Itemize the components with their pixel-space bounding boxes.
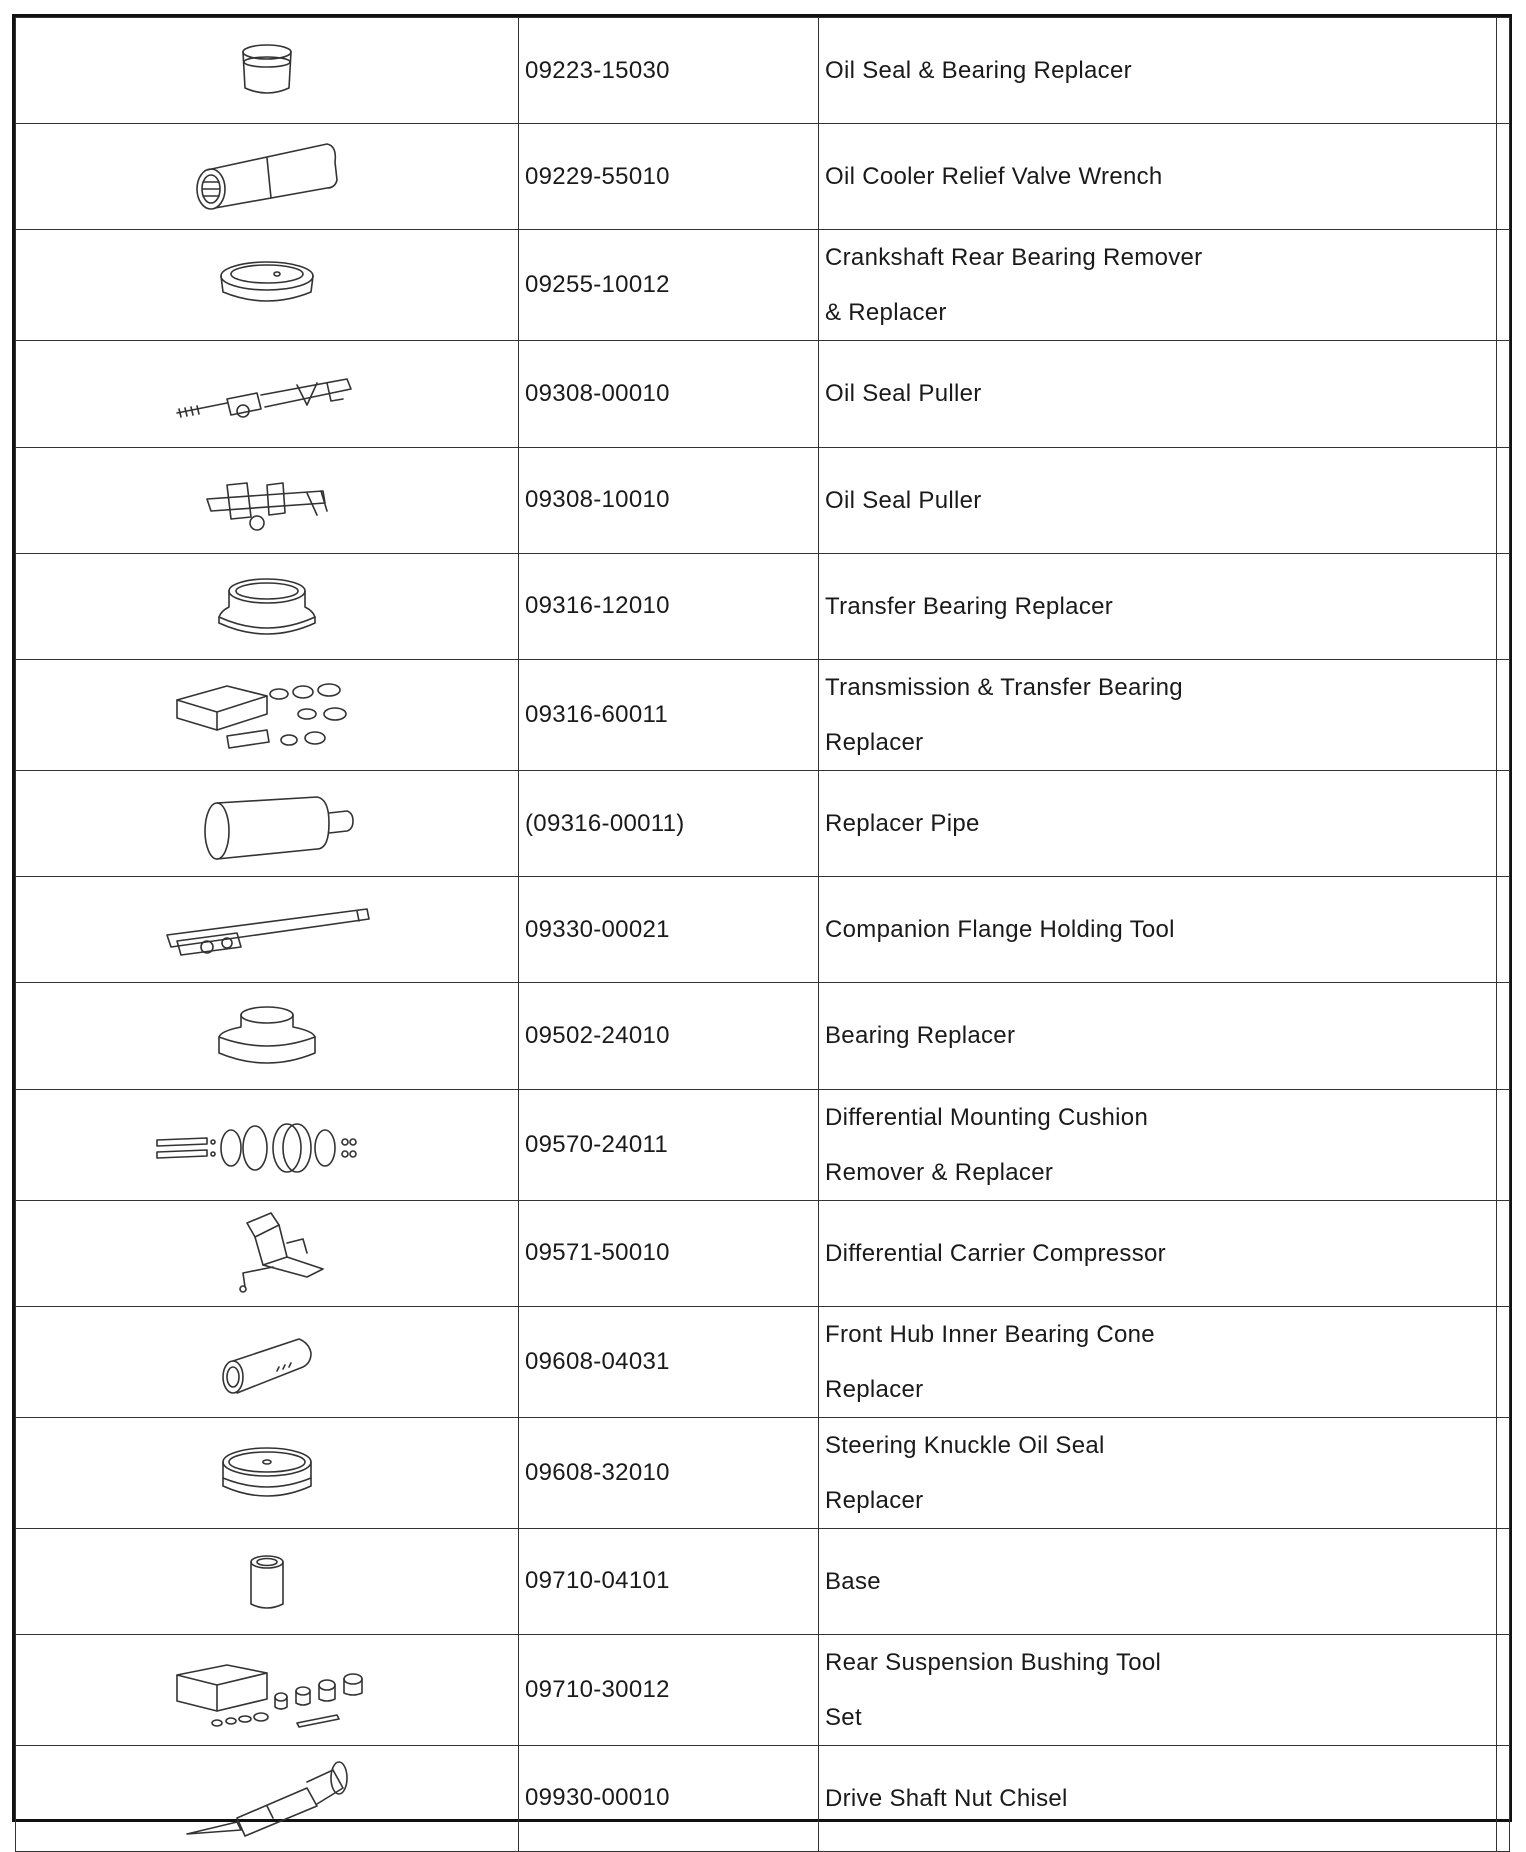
tool-image-cell (16, 983, 519, 1089)
blank-cell (1497, 1200, 1510, 1306)
table-row (16, 230, 1510, 341)
tool-name: Replacer Pipe (819, 770, 1497, 876)
blank-cell (1497, 877, 1510, 983)
blank-cell (1497, 770, 1510, 876)
table-row (16, 1634, 1510, 1745)
tool-name: Oil Seal & Bearing Replacer (819, 18, 1497, 124)
tool-image-cell (16, 124, 519, 230)
blank-cell (1497, 18, 1510, 124)
table-row (16, 341, 1510, 447)
oil-seal-puller-short-icon (167, 455, 367, 545)
part-number: 09710-30012 (519, 1634, 819, 1745)
tool-name: Drive Shaft Nut Chisel (819, 1745, 1497, 1851)
table-row (16, 1745, 1510, 1851)
tool-name: Oil Seal Puller (819, 341, 1497, 447)
base-icon (167, 1536, 367, 1626)
special-service-tools-table (15, 17, 1510, 1852)
part-number: (09316-00011) (519, 770, 819, 876)
table-row (16, 1306, 1510, 1417)
tool-image-cell (16, 341, 519, 447)
part-number: 09308-00010 (519, 341, 819, 447)
table-row (16, 1089, 1510, 1200)
tool-image-cell (16, 770, 519, 876)
blank-cell (1497, 230, 1510, 341)
tool-image-cell (16, 877, 519, 983)
part-number: 09308-10010 (519, 447, 819, 553)
oil-seal-puller-long-icon (157, 349, 377, 439)
tool-name: Differential Mounting Cushion Remover & Replacer (819, 1089, 1497, 1200)
tool-image-cell (16, 1089, 519, 1200)
part-number: 09608-04031 (519, 1306, 819, 1417)
table-row (16, 659, 1510, 770)
blank-cell (1497, 1634, 1510, 1745)
part-number: 09316-60011 (519, 659, 819, 770)
tool-name: Bearing Replacer (819, 983, 1497, 1089)
bearing-replacer-icon (167, 991, 367, 1081)
tool-image-cell (16, 1200, 519, 1306)
part-number: 09502-24010 (519, 983, 819, 1089)
part-number: 09608-32010 (519, 1417, 819, 1528)
tool-table-sheet (12, 14, 1512, 1822)
table-row (16, 124, 1510, 230)
drive-shaft-nut-chisel-icon (157, 1748, 377, 1848)
table-row (16, 553, 1510, 659)
tool-image-cell (16, 18, 519, 124)
tool-name: Front Hub Inner Bearing Cone Replacer (819, 1306, 1497, 1417)
table-row (16, 447, 1510, 553)
tool-name: Crankshaft Rear Bearing Remover & Replacer (819, 230, 1497, 341)
part-number: 09570-24011 (519, 1089, 819, 1200)
differential-carrier-compressor-icon (167, 1203, 367, 1303)
tool-image-cell (16, 1745, 519, 1851)
tool-name: Steering Knuckle Oil Seal Replacer (819, 1417, 1497, 1528)
oil-cooler-relief-valve-wrench-icon (167, 132, 367, 222)
tool-image-cell (16, 659, 519, 770)
table-row (16, 18, 1510, 124)
blank-cell (1497, 341, 1510, 447)
tool-name: Rear Suspension Bushing Tool Set (819, 1634, 1497, 1745)
blank-cell (1497, 1306, 1510, 1417)
table-row (16, 770, 1510, 876)
table-row (16, 1200, 1510, 1306)
replacer-pipe-icon (167, 779, 367, 869)
blank-cell (1497, 447, 1510, 553)
part-number: 09330-00021 (519, 877, 819, 983)
tool-image-cell (16, 447, 519, 553)
tool-image-cell (16, 230, 519, 341)
blank-cell (1497, 659, 1510, 770)
tool-image-cell (16, 1528, 519, 1634)
blank-cell (1497, 1745, 1510, 1851)
tool-image-cell (16, 1634, 519, 1745)
differential-mounting-cushion-tool-icon (147, 1100, 387, 1190)
oil-seal-bearing-replacer-icon (167, 26, 367, 116)
table-row (16, 983, 1510, 1089)
part-number: 09223-15030 (519, 18, 819, 124)
blank-cell (1497, 1089, 1510, 1200)
tool-image-cell (16, 1306, 519, 1417)
part-number: 09229-55010 (519, 124, 819, 230)
companion-flange-holding-tool-icon (147, 885, 387, 975)
tool-name: Companion Flange Holding Tool (819, 877, 1497, 983)
blank-cell (1497, 124, 1510, 230)
transfer-bearing-replacer-icon (167, 561, 367, 651)
part-number: 09255-10012 (519, 230, 819, 341)
tool-name: Oil Cooler Relief Valve Wrench (819, 124, 1497, 230)
blank-cell (1497, 1417, 1510, 1528)
tool-name: Transfer Bearing Replacer (819, 553, 1497, 659)
part-number: 09930-00010 (519, 1745, 819, 1851)
part-number: 09316-12010 (519, 553, 819, 659)
tool-name: Differential Carrier Compressor (819, 1200, 1497, 1306)
tool-name: Base (819, 1528, 1497, 1634)
part-number: 09710-04101 (519, 1528, 819, 1634)
blank-cell (1497, 1528, 1510, 1634)
blank-cell (1497, 553, 1510, 659)
tool-image-cell (16, 1417, 519, 1528)
table-row (16, 877, 1510, 983)
tool-name: Transmission & Transfer Bearing Replacer (819, 659, 1497, 770)
table-row (16, 1528, 1510, 1634)
tool-name: Oil Seal Puller (819, 447, 1497, 553)
part-number: 09571-50010 (519, 1200, 819, 1306)
tool-image-cell (16, 553, 519, 659)
steering-knuckle-oil-seal-replacer-icon (167, 1428, 367, 1518)
transmission-transfer-bearing-replacer-kit-icon (157, 670, 377, 760)
table-row (16, 1417, 1510, 1528)
front-hub-bearing-cone-replacer-icon (167, 1317, 367, 1407)
blank-cell (1497, 983, 1510, 1089)
rear-suspension-bushing-tool-set-icon (157, 1645, 377, 1735)
crankshaft-rear-bearing-remover-icon (167, 240, 367, 330)
